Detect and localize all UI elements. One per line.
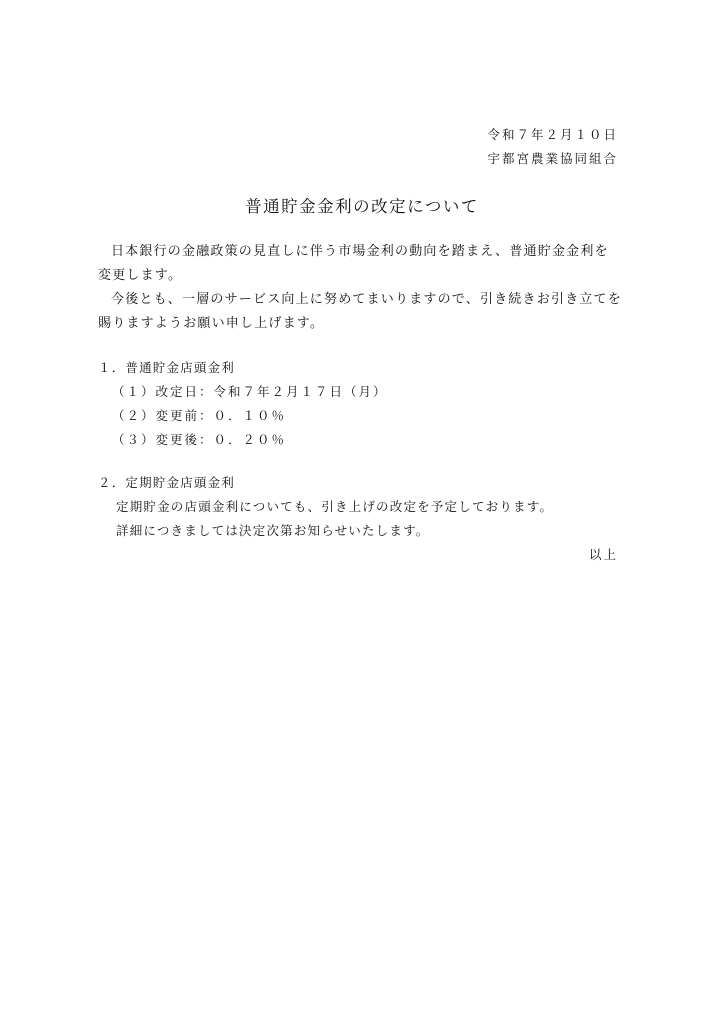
section-2-line-1: 定期貯金の店頭金利についても、引き上げの改定を予定しております。 (116, 499, 554, 514)
intro-paragraph-1-line-1: 日本銀行の金融政策の見直しに伴う市場金利の動向を踏まえ、普通貯金金利を (111, 244, 609, 259)
intro-paragraph-2-line-2: 賜りますようお願い申し上げます。 (98, 316, 325, 331)
section-1-item-after-rate: （３）変更後：０．２０％ (112, 432, 287, 447)
intro-paragraph-1-line-2: 変更します。 (98, 268, 183, 283)
issuing-organization: 宇都宮農業協同組合 (487, 151, 618, 166)
closing-mark: 以上 (588, 547, 618, 562)
section-2-line-2: 詳細につきましては決定次第お知らせいたします。 (116, 523, 430, 538)
section-1-item-before-rate: （２）変更前：０．１０％ (112, 408, 287, 423)
section-2-heading: ２．定期貯金店頭金利 (98, 475, 236, 490)
document-title: 普通貯金金利の改定について (245, 197, 479, 216)
intro-paragraph-2-line-1: 今後とも、一層のサービス向上に努めてまいりますので、引き続きお引き立てを (111, 292, 622, 307)
document-date: 令和７年２月１０日 (487, 127, 618, 142)
intro-paragraph-1 (98, 240, 628, 288)
section-1-item-effective-date: （１）改定日：令和７年２月１７日（月） (112, 384, 388, 399)
intro-paragraph-2 (98, 288, 628, 336)
section-1-heading: １．普通貯金店頭金利 (98, 360, 236, 375)
